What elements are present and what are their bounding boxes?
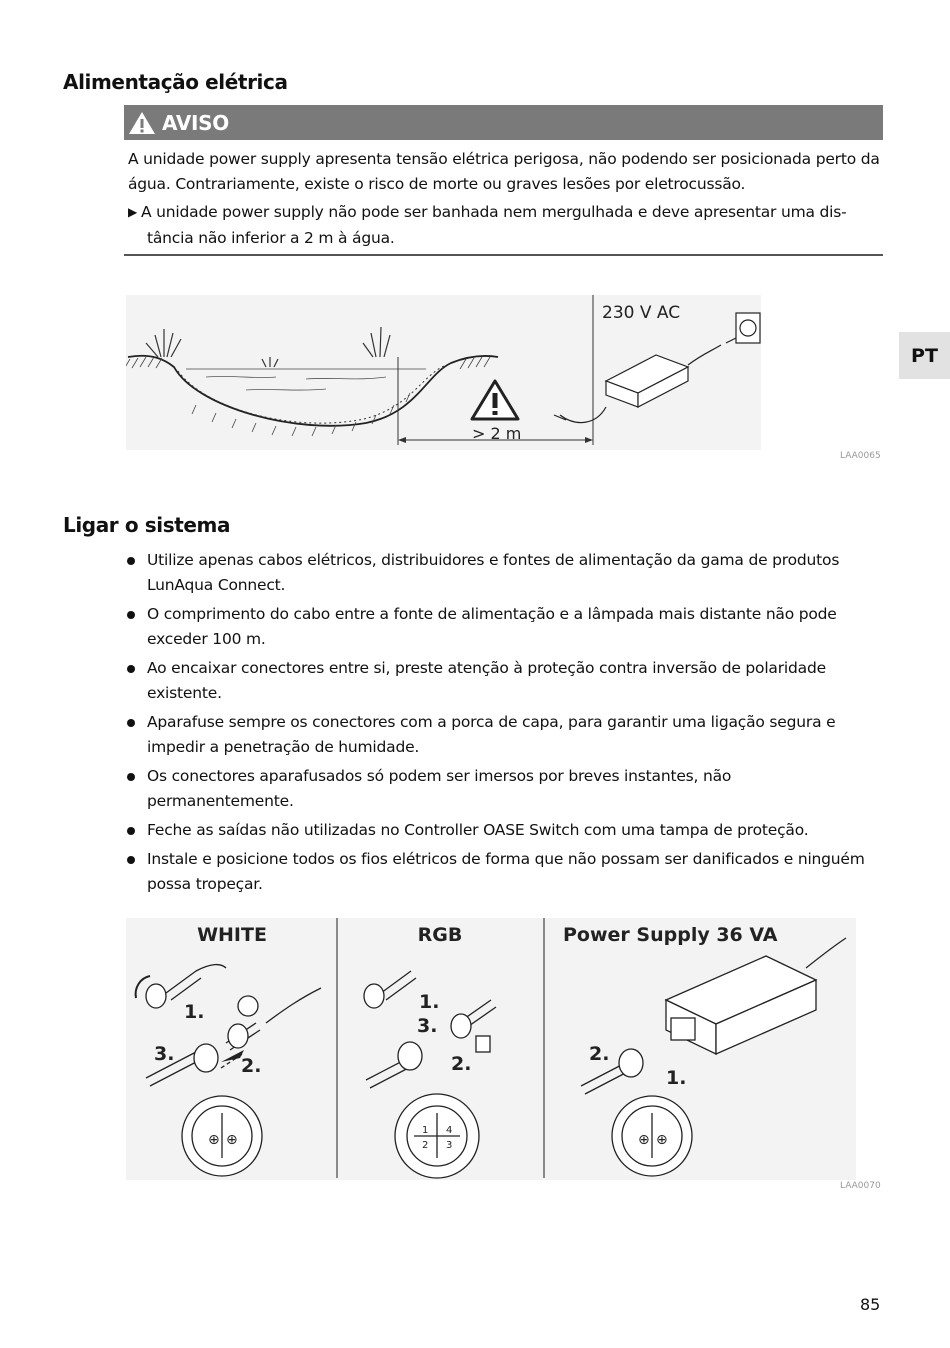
- connector-illustration: [126, 918, 856, 1180]
- panel-title-power-supply: Power Supply 36 VA: [563, 924, 778, 946]
- warning-divider: [124, 254, 883, 256]
- white-step-2: 2.: [241, 1055, 262, 1077]
- panel-title-white: WHITE: [197, 924, 267, 946]
- connection-rules-list: [124, 548, 882, 901]
- distance-label: > 2 m: [472, 424, 522, 443]
- instruction-arrow-icon: ▶: [128, 205, 138, 219]
- language-tab-pt: PT: [899, 332, 950, 379]
- voltage-label: 230 V AC: [602, 303, 681, 323]
- power-step-1: 1.: [666, 1067, 687, 1089]
- pin-2: 2: [422, 1140, 429, 1151]
- rgb-step-1: 1.: [419, 991, 440, 1013]
- list-item: Os conectores aparafusados só podem ser imersos por breves instantes, não permanentemente.: [124, 764, 882, 814]
- rgb-step-3: 3.: [417, 1015, 438, 1037]
- list-item: O comprimento do cabo entre a fonte de alimentação e a lâmpada mais distante não pode exceder 100 m.: [124, 602, 882, 652]
- figure2-code: LAA0070: [840, 1181, 881, 1191]
- list-item: Aparafuse sempre os conectores com a porca de capa, para garantir uma ligação segura e impedir a penetração de humidade.: [124, 710, 882, 760]
- plus-minus-icon: ⊕: [208, 1132, 220, 1148]
- list-item: Ao encaixar conectores entre si, preste atenção à proteção contra inversão de polaridade existente.: [124, 656, 882, 706]
- instruction-line-2: tância não inferior a 2 m à água.: [147, 229, 395, 247]
- warning-triangle-icon: [128, 110, 156, 136]
- panel-title-rgb: RGB: [417, 924, 463, 946]
- warning-label: AVISO: [162, 110, 229, 135]
- white-step-1: 1.: [184, 1001, 205, 1023]
- list-item: Utilize apenas cabos elétricos, distribuidores e fontes de alimentação da gama de produtos LunAqua Connect.: [124, 548, 882, 598]
- warning-text: A unidade power supply apresenta tensão elétrica perigosa, não podendo ser posicionada perto da água. Contrariamente, existe o risco de morte ou graves lesões por eletrocussão.: [128, 150, 880, 193]
- rgb-step-2: 2.: [451, 1053, 472, 1075]
- pond-distance-illustration: [126, 295, 761, 450]
- power-step-2: 2.: [589, 1043, 610, 1065]
- plus-minus-icon: ⊕: [638, 1132, 650, 1148]
- section-title-power: Alimentação elétrica: [63, 70, 288, 94]
- page-number: 85: [860, 1295, 881, 1314]
- white-step-3: 3.: [154, 1043, 175, 1065]
- pin-4: 4: [446, 1125, 453, 1136]
- list-item: Instale e posicione todos os fios elétricos de forma que não possam ser danificados e ninguém possa tropeçar.: [124, 847, 882, 897]
- instruction-line-1: A unidade power supply não pode ser banhada nem mergulhada e deve apresentar uma dis-: [141, 203, 847, 221]
- list-item: Feche as saídas não utilizadas no Controller OASE Switch com uma tampa de proteção.: [124, 818, 882, 843]
- warning-instruction: [128, 200, 888, 251]
- figure1-code: LAA0065: [840, 451, 881, 461]
- warning-banner: [124, 105, 883, 140]
- pin-1: 1: [422, 1125, 429, 1136]
- plus-minus-icon: ⊕: [226, 1132, 238, 1148]
- pin-3: 3: [446, 1140, 453, 1151]
- section-title-connect: Ligar o sistema: [63, 513, 231, 537]
- plus-minus-icon: ⊕: [656, 1132, 668, 1148]
